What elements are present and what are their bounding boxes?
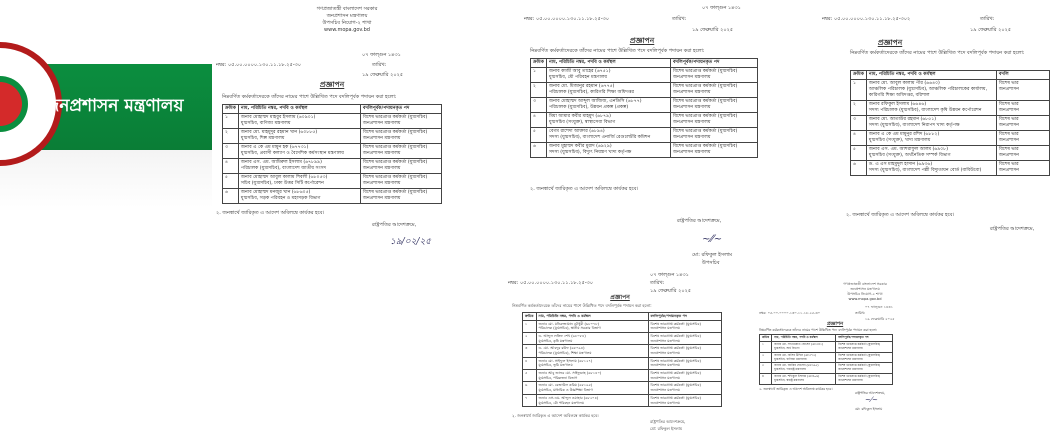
column-header: ক্রমিক	[523, 313, 537, 321]
column-header: ক্রমিক	[851, 71, 867, 80]
officer-details: জনাব এস.এম. আব্দুল ওয়াহাব (৬৮২০৪) যুগ্মসচিব, মৌ পরিবহন মন্ত্রণালয়	[536, 394, 648, 406]
row-serial: ২	[531, 83, 547, 98]
posting-details: বিশেষ ভারপ্রাপ্ত কর্মকর্তা (যুগ্মসচিব) জনপ্রশাসন মন্ত্রণালয়	[836, 341, 893, 352]
transfer-table	[522, 312, 722, 407]
posting-details: বিশেষ ভারপ্রাপ্ত কর্মকর্তা (যুগ্মসচিব) জনপ্রশাসন মন্ত্রণালয়	[648, 345, 721, 357]
date-bangla: ০৭ ফাল্গুন ১৪৩১	[865, 305, 893, 309]
signoff-text: রাষ্ট্রপতির আদেশক্রমে,	[372, 222, 417, 228]
order-text: ২. জনস্বার্থে জারিকৃত এ আদেশ অবিলম্বে কার্যকর হবে।	[846, 212, 955, 218]
posting-details: বিশেষ ভারপ্রাপ্ত কর্মকর্তা (যুগ্মসচিব) জনপ্রশাসন মন্ত্রণালয়	[671, 143, 758, 158]
posting-details: বিশেষ ভারপ্রাপ্ত কর্মকর্তা (যুগ্মসচিব) জনপ্রশাসন মন্ত্রণালয়	[836, 363, 893, 374]
table-row	[531, 113, 758, 128]
posting-details: বিশেষ ভারপ্রাপ্ত কর্মকর্তা (যুগ্মসচিব) জনপ্রশাসন মন্ত্রণালয়	[648, 332, 721, 344]
transfer-table	[759, 334, 893, 385]
transfer-table	[222, 104, 442, 204]
officer-details: জনাব মুহাম্মদ কবীর মুরাদ (৬৯২৯) সদস্য (যুগ্মসচিব), বিদ্যুৎ নিয়ন্ত্রণ খাদ্য কর্তৃপক্ষ	[547, 143, 671, 158]
table-row	[523, 332, 722, 344]
table-row	[223, 114, 442, 129]
posting-details: বিশেষ ভারপ্রাপ্ত কর্মকর্তা (যুগ্মসচিব) জনপ্রশাসন মন্ত্রণালয়	[360, 159, 441, 174]
transfer-table	[850, 70, 1050, 176]
doc-intro: নিম্নবর্ণিত কর্মকর্তাদেরকে তাঁদের নামের পাশে উল্লিখিত পদে বদলিপূর্বক পদায়ন করা হলো:	[512, 303, 652, 308]
officer-details: বেগম রাশেদা আক্তার (৬৮৯৪) সদস্য (যুগ্মসচিব), বাংলাদেশ এনার্জি রেগুলেটরি কমিশন	[547, 128, 671, 143]
table-row	[523, 382, 722, 394]
row-serial: ৫	[223, 174, 239, 189]
table-row	[223, 159, 442, 174]
date-bangla: ০৭ ফাল্গুন ১৪৩১	[702, 5, 741, 11]
officer-details: জনাব মো. মাহমুদুর রহমান খান (৬০৮৮৫) যুগ্মসচিব, শিল্প মন্ত্রণালয়	[238, 129, 360, 144]
row-serial: ৫	[531, 128, 547, 143]
officer-details: ড. মো. আবদুর রউফ (৬৮০৯৪) পরিচালক (যুগ্মসচিব), শিক্ষা মন্ত্রণালয়	[536, 345, 648, 357]
doc-header-line: উপসচিব নিয়োগ-২ শাখা	[322, 20, 372, 26]
table-row	[531, 83, 758, 98]
posting-details: বিশেষ ভার জনপ্রশাসন	[996, 80, 1049, 101]
officer-details: জনাব মো. সাইফুল ইসলাম (৬৮১২৭) যুগ্মসচিব, ভূমি মন্ত্রণালয়	[536, 357, 648, 369]
row-serial: ১	[223, 114, 239, 129]
doc-header	[282, 6, 412, 34]
officer-details: জনাব মো. রেজাউল করিম (৬৮১৯৫) যুগ্মসচিব, মাধ্যমিক ও উচ্চশিক্ষা বিভাগ	[536, 382, 648, 394]
officer-details: জনাব আবু জাফর মো. সাইফুল্লাহ (৬৮১৪০) যুগ্মসচিব, পরিকল্পনা বিভাগ	[536, 370, 648, 382]
doc-title: প্রজ্ঞাপন	[877, 38, 903, 47]
doc-intro: নিম্নবর্ণিত কর্মকর্তাদেরকে তাঁদের নামের পাশে উল্লিখিত পদে বদলিপূর্বক পদায়ন করা হলো:	[759, 328, 878, 332]
posting-details: বিশেষ ভার জনপ্রশাসন	[996, 146, 1049, 161]
table-row	[223, 189, 442, 204]
officer-details: জনাব এস. এম. আশরাফুল আলম (৬৯০৮) যুগ্মসচিব (সংযুক্ত), অর্থনৈতিক সম্পর্ক বিভাগ	[866, 146, 996, 161]
doc-intro: নিম্নবর্ণিত কর্মকর্তাদেরকে তাঁদের নামের পাশে উল্লিখিত পদে বদলিপূর্বক পদায়ন করা হলো:	[850, 50, 1025, 56]
ministry-banner	[0, 0, 212, 208]
officer-details: জনাব মো. আবুল কালাম পীর (৬৬৪০) আঞ্চলিক পরিচালক (যুগ্মসচিব), আঞ্চলিক পরিচালকের কার্যালয়, কারিগরি শিক্ষা অধিদপ্তর, বরিশাল	[866, 80, 996, 101]
column-header: বদলি	[996, 71, 1049, 80]
table-row	[851, 116, 1050, 131]
doc-header-line: গণপ্রজাতন্ত্রী বাংলাদেশ সরকার	[316, 6, 378, 12]
table-row	[851, 131, 1050, 146]
posting-details: বিশেষ ভারপ্রাপ্ত কর্মকর্তা (যুগ্মসচিব) জনপ্রশাসন মন্ত্রণালয়	[360, 174, 441, 189]
table-row	[851, 101, 1050, 116]
row-serial: ৪	[851, 131, 867, 146]
memo-number: নম্বর: ০৫.০০.০০০০.১৩০.১১.১৮.২৫-৩০	[508, 280, 594, 286]
posting-details: বিশেষ ভারপ্রাপ্ত কর্মকর্তা (যুগ্মসচিব) জনপ্রশাসন মন্ত্রণালয়	[671, 83, 758, 98]
doc-title: প্রজ্ঞাপন	[826, 321, 844, 327]
column-header: নাম, পরিচিতি নম্বর, পদবি ও কর্মস্থল	[866, 71, 996, 80]
officer-details: জনাব মো. মনিরুজ্জামান চৌধুরী (৬৮০৭৮) পরিচালক (যুগ্মসচিব), স্থানীয় সরকার বিভাগ	[536, 320, 648, 332]
officer-details: জনাব মো. মিজানুর রহমান (৬৭৭৫) পরিচালক (যুগ্মসচিব), কারিগরি শিক্ষা অধিদপ্তর	[547, 83, 671, 98]
signer-title: উপসচিব	[702, 260, 720, 266]
posting-details: বিশেষ ভারপ্রাপ্ত কর্মকর্তা (যুগ্মসচিব) জনপ্রশাসন মন্ত্রণালয়	[360, 129, 441, 144]
table-row	[760, 363, 893, 374]
table-row	[223, 129, 442, 144]
doc-title: প্রজ্ঞাপন	[610, 294, 630, 301]
memo-number: নম্বর: ০৫.০০.০০০০.১৩০.১১.১৮.২৫-৩০	[216, 62, 302, 68]
officer-details: ড. আব্দুল লতিফ শেখ (৬৮০৮৪) যুগ্মসচিব, কৃষি মন্ত্রণালয়	[536, 332, 648, 344]
seal-text	[0, 40, 18, 116]
row-serial: ৬	[851, 161, 867, 176]
table-row	[523, 357, 722, 369]
table-row	[851, 80, 1050, 101]
doc-header-line: উপসচিব নিয়োগ-২ শাখা	[847, 292, 883, 296]
officer-details: জনাব মো. শফিকুল ইসলাম (৬৮৪০৬) যুগ্মসচিব, স্বরাষ্ট্র মন্ত্রণালয়	[772, 374, 836, 385]
officer-details: জনাব মোহাম্মদ মাহবুব ইসলাম (৬০৯০১) যুগ্মসচিব, বাণিজ্য মন্ত্রণালয়	[238, 114, 360, 129]
notification-document-5	[755, 268, 915, 432]
banner-backdrop	[0, 150, 212, 208]
notification-document-1	[212, 0, 447, 270]
column-header: বদলিপূর্বক/পদায়নকৃত পদ	[836, 335, 893, 342]
officer-details: জনাব মোহাম্মদ আবুল কালাম শিবলী (৬৮০৫৩) সচিব (যুগ্মসচিব), ঢাকা উত্তর সিটি কর্পোরেশন	[238, 174, 360, 189]
officer-details: জনাব মো. সাখাওয়াত হোসেন (৬৮৩৪১) যুগ্মসচিব, অর্থ বিভাগ	[772, 341, 836, 352]
posting-details: বিশেষ ভারপ্রাপ্ত কর্মকর্তা (যুগ্মসচিব) জনপ্রশাসন মন্ত্রণালয়	[360, 144, 441, 159]
table-row	[851, 146, 1050, 161]
column-header: বদলিপূর্বক/পদায়নকৃত পদ	[360, 105, 441, 114]
doc-header-line: www.mopa.gov.bd	[848, 297, 882, 301]
row-serial: ৭	[523, 394, 537, 406]
column-header: ক্রমিক	[223, 105, 239, 114]
memo-number: নম্বর: ০৫.০০.০০০০.১৩০.১১.১৮.২৫-৩০	[759, 311, 821, 315]
table-row	[223, 144, 442, 159]
table-row	[531, 98, 758, 113]
posting-details: বিশেষ ভারপ্রাপ্ত কর্মকর্তা (যুগ্মসচিব) জনপ্রশাসন মন্ত্রণালয়	[360, 189, 441, 204]
doc-header-line: www.mopa.gov.bd	[324, 27, 370, 33]
date-english: ১৯ ফেব্রুয়ারি ২০২৫	[970, 27, 1012, 33]
posting-details: বিশেষ ভারপ্রাপ্ত কর্মকর্তা (যুগ্মসচিব) জনপ্রশাসন মন্ত্রণালয়	[836, 352, 893, 363]
row-serial: ৩	[223, 144, 239, 159]
posting-details: বিশেষ ভারপ্রাপ্ত কর্মকর্তা (যুগ্মসচিব) জনপ্রশাসন মন্ত্রণালয়	[648, 357, 721, 369]
officer-details: মিয়া আমার কবীর মাহমুদ (৬৮৭৯) যুগ্মসচিব (সংযুক্ত), স্বাস্থ্যসেবা বিভাগ	[547, 113, 671, 128]
column-header: নাম, পরিচিতি নম্বর, পদবি ও কর্মস্থল	[536, 313, 648, 321]
column-header: বদলিপূর্বক/পদায়নকৃত পদ	[648, 313, 721, 321]
doc-header-line: জনপ্রশাসন মন্ত্রণালয়	[326, 13, 368, 19]
signoff-text: রাষ্ট্রপতির আদেশক্রমে,	[855, 391, 886, 395]
signature-mark-icon: ~⁄~	[865, 396, 878, 404]
posting-details: বিশেষ ভার জনপ্রশাসন	[996, 101, 1049, 116]
memo-number: নম্বর: ০৫.০০.০০০০.১৩০.১১.১৮.২৫-৩০	[524, 16, 610, 22]
table-header-row	[223, 105, 442, 114]
posting-details: বিশেষ ভারপ্রাপ্ত কর্মকর্তা (যুগ্মসচিব) জনপ্রশাসন মন্ত্রণালয়	[648, 370, 721, 382]
officer-details: জনাব মো. নাসির উদ্দিন (৬৮৩৭২) যুগ্মসচিব, বাণিজ্য মন্ত্রণালয়	[772, 352, 836, 363]
doc-intro: নিম্নবর্ণিত কর্মকর্তাদেরকে তাঁদের নামের পাশে উল্লিখিত পদে বদলিপূর্বক পদায়ন করা হলো:	[222, 94, 397, 100]
posting-details: বিশেষ ভারপ্রাপ্ত কর্মকর্তা (যুগ্মসচিব) জনপ্রশাসন মন্ত্রণালয়	[671, 68, 758, 83]
order-text: ২. জনস্বার্থে জারিকৃত এ আদেশ অবিলম্বে কার্যকর হবে।	[530, 186, 639, 192]
table-row	[523, 320, 722, 332]
table-row	[223, 174, 442, 189]
row-serial: ২	[851, 101, 867, 116]
posting-details: বিশেষ ভারপ্রাপ্ত কর্মকর্তা (যুগ্মসচিব) জনপ্রশাসন মন্ত্রণালয়	[648, 320, 721, 332]
date-bangla: ০৭ ফাল্গুন ১৪৩১	[362, 52, 401, 58]
row-serial: ৪	[531, 113, 547, 128]
row-serial: ৬	[531, 143, 547, 158]
table-row	[531, 68, 758, 83]
signature-mark-icon: ~⁄⁄~	[702, 234, 723, 245]
row-serial: ৩	[523, 345, 537, 357]
officer-details: জনাব রফিকুল ইসলাম (৬৬৪৬) সদস্য পরিচালক (যুগ্মসচিব), বাংলাদেশ কৃষি উন্নয়ন কর্পোরেশন	[866, 101, 996, 116]
table-header-row	[851, 71, 1050, 80]
row-serial: ৬	[523, 382, 537, 394]
officer-details: জনাব কাজী আবু তাহের (৬৭৫১) যুগ্মসচিব, মৌ পরিবহন মন্ত্রণালয়	[547, 68, 671, 83]
notification-document-4	[500, 268, 750, 432]
officer-details: জনাব মোহাম্মদ আব্দুল আজিজ, এনডিসি (৬৮৭৭) পরিচালক (যুগ্মসচিব), উন্নয়ন প্রকল্প (প্রকল্প)	[547, 98, 671, 113]
doc-header	[815, 282, 915, 302]
officer-details: জনাব এ কে এম মামুনুর রশিদ (৬৮৮২) যুগ্মসচিব (সংযুক্ত), খাদ্য মন্ত্রণালয়	[866, 131, 996, 146]
table-header-row	[531, 59, 758, 68]
officer-details: জনাব এস. এম. আমিরুল ইসলাম (৬৭৮৯৯) পরিচালক (যুগ্মসচিব), বাংলাদেশ জাতীয় সংসদ	[238, 159, 360, 174]
posting-details: বিশেষ ভারপ্রাপ্ত কর্মকর্তা (যুগ্মসচিব) জনপ্রশাসন মন্ত্রণালয়	[648, 394, 721, 406]
table-row	[523, 394, 722, 406]
order-text: ২. জনস্বার্থে জারিকৃত এ আদেশ অবিলম্বে কার্যকর হবে।	[216, 210, 325, 216]
signature: ১৯/০২/২৫	[390, 237, 432, 247]
row-serial: ৪	[223, 159, 239, 174]
row-serial: ১	[851, 80, 867, 101]
column-header: নাম, পরিচিতি নম্বর, পদবি ও কর্মস্থল	[547, 59, 671, 68]
order-text: ২. জনস্বার্থে জারিকৃত এ আদেশ অবিলম্বে কার্যকর হবে।	[512, 413, 599, 418]
doc-title: প্রজ্ঞাপন	[629, 36, 655, 45]
table-row	[760, 341, 893, 352]
officer-details: জনাব এ কে এম মামুন হক (৬৭৭৩১) যুগ্মসচিব, প্রবাসী কল্যাণ ও বৈদেশিক কর্মসংস্থান মন্ত্রণালয়	[238, 144, 360, 159]
row-serial: ১	[523, 320, 537, 332]
date-label: তারিখ:	[650, 280, 665, 286]
table-row	[760, 374, 893, 385]
row-serial: ১	[760, 341, 772, 352]
signoff-text: রাষ্ট্রপতির আদেশক্রমে,	[650, 419, 686, 424]
date-english: ১৯ ফেব্রুয়ারি ২০২৫	[650, 288, 692, 294]
signer-name: মো: রফিকুল ইসলাম	[855, 407, 883, 411]
date-label: তারিখ:	[980, 16, 995, 22]
row-serial: ৫	[523, 370, 537, 382]
signer-name: মো: রফিকুল ইসলাম	[692, 252, 733, 258]
row-serial: ৫	[851, 146, 867, 161]
posting-details: বিশেষ ভার জনপ্রশাসন	[996, 131, 1049, 146]
doc-intro: নিম্নবর্ণিত কর্মকর্তাদেরকে তাঁদের নামের পাশে উল্লিখিত পদে বদলিপূর্বক পদায়ন করা হলো:	[530, 48, 705, 54]
posting-details: বিশেষ ভার জনপ্রশাসন	[996, 161, 1049, 176]
date-english: ১৯ ফেব্রুয়ারি ২০২৫	[865, 317, 895, 321]
row-serial: ২	[223, 129, 239, 144]
table-row	[531, 128, 758, 143]
row-serial: ৩	[760, 363, 772, 374]
date-label: তারিখ:	[372, 62, 387, 68]
doc-header-line: জনপ্রশাসন মন্ত্রণালয়	[850, 287, 880, 291]
officer-details: ড. এ এস মাহমুদুল হাসান (৬৯৩৬) সদস্য (যুগ্মসচিব), বাংলাদেশ পল্লী বিদ্যুতায়ন বোর্ড (বাবিউবো)	[866, 161, 996, 176]
row-serial: ৩	[851, 116, 867, 131]
row-serial: ৪	[760, 374, 772, 385]
memo-number: নম্বর: ০৫.০০.০০০০.১৩০.১১.১৮.২৫-৩০২	[822, 16, 911, 22]
date-english: ১৯ ফেব্রুয়ারি ২০২৫	[692, 27, 734, 33]
doc-title: প্রজ্ঞাপন	[319, 80, 345, 89]
posting-details: বিশেষ ভার জনপ্রশাসন	[996, 116, 1049, 131]
officer-details: জনাব মো. আতাউর রহমান (৬৮৫১) সদস্য (যুগ্মসচিব), বাংলাদেশ নিরাপদ খাদ্য কর্তৃপক্ষ	[866, 116, 996, 131]
posting-details: বিশেষ ভারপ্রাপ্ত কর্মকর্তা (যুগ্মসচিব) জনপ্রশাসন মন্ত্রণালয়	[360, 114, 441, 129]
table-row	[760, 352, 893, 363]
date-label: তারিখ:	[672, 16, 687, 22]
table-row	[851, 161, 1050, 176]
signoff-text: রাষ্ট্রপতির আদেশক্রমে,	[990, 226, 1035, 232]
transfer-table	[530, 58, 758, 158]
table-row	[523, 345, 722, 357]
column-header: নাম, পরিচিতি নম্বর, পদবি ও কর্মস্থল	[238, 105, 360, 114]
row-serial: ৪	[523, 357, 537, 369]
column-header: ক্রমিক	[760, 335, 772, 342]
row-serial: ১	[531, 68, 547, 83]
row-serial: ২	[760, 352, 772, 363]
signoff-text: রাষ্ট্রপতির আদেশক্রমে,	[677, 218, 722, 224]
posting-details: বিশেষ ভারপ্রাপ্ত কর্মকর্তা (যুগ্মসচিব) জনপ্রশাসন মন্ত্রণালয়	[671, 113, 758, 128]
row-serial: ৬	[223, 189, 239, 204]
column-header: বদলিপূর্বক/পদায়নকৃত পদ	[671, 59, 758, 68]
column-header: নাম, পরিচিতি নম্বর, পদবি ও কর্মস্থল	[772, 335, 836, 342]
posting-details: বিশেষ ভারপ্রাপ্ত কর্মকর্তা (যুগ্মসচিব) জনপ্রশাসন মন্ত্রণালয়	[836, 374, 893, 385]
doc-header-line: গণপ্রজাতন্ত্রী বাংলাদেশ সরকার	[843, 282, 887, 286]
posting-details: বিশেষ ভারপ্রাপ্ত কর্মকর্তা (যুগ্মসচিব) জনপ্রশাসন মন্ত্রণালয়	[648, 382, 721, 394]
date-label: তারিখ:	[855, 311, 866, 315]
row-serial: ২	[523, 332, 537, 344]
table-row	[531, 143, 758, 158]
table-row	[523, 370, 722, 382]
ministry-title: জনপ্রশাসন মন্ত্রণালয়	[44, 96, 184, 116]
notification-document-3	[820, 0, 1035, 270]
table-header-row	[760, 335, 893, 342]
table-header-row	[523, 313, 722, 321]
officer-details: জনাব মো. জাকির হোসেন (৬৮৩৯৫) যুগ্মসচিব, পররাষ্ট্র মন্ত্রণালয়	[772, 363, 836, 374]
column-header: ক্রমিক	[531, 59, 547, 68]
officer-details: জনাব মোহাম্মদ মনজুর খান (৬৮৬০৫) যুগ্মসচিব, সড়ক পরিবহন ও মহাসড়ক বিভাগ	[238, 189, 360, 204]
notification-document-2	[522, 0, 762, 270]
date-english: ১৯ ফেব্রুয়ারি ২০২৫	[362, 72, 404, 78]
order-text: ২. জনস্বার্থে জারিকৃত এ আদেশ অবিলম্বে কার্যকর হবে।	[759, 387, 833, 391]
posting-details: বিশেষ ভারপ্রাপ্ত কর্মকর্তা (যুগ্মসচিব) জনপ্রশাসন মন্ত্রণালয়	[671, 128, 758, 143]
posting-details: বিশেষ ভারপ্রাপ্ত কর্মকর্তা (যুগ্মসচিব) জনপ্রশাসন মন্ত্রণালয়	[671, 98, 758, 113]
signer-name: মো: রফিকুল ইসলাম	[650, 426, 683, 431]
date-bangla: ০৭ ফাল্গুন ১৪৩১	[650, 272, 689, 278]
row-serial: ৩	[531, 98, 547, 113]
